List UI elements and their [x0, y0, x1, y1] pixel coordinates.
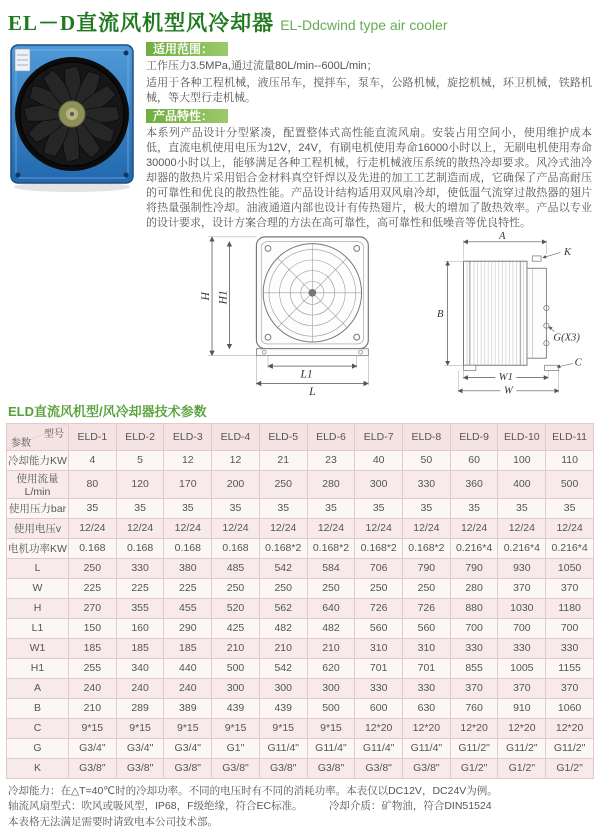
value-cell: 370 — [546, 678, 594, 698]
param-label: G — [7, 738, 69, 758]
corner-cell — [7, 423, 69, 450]
value-cell: 5 — [116, 450, 164, 470]
value-cell: G11/2" — [498, 738, 546, 758]
param-label: 冷却能力KW — [7, 450, 69, 470]
value-cell: G3/8" — [307, 758, 355, 778]
value-cell: 370 — [546, 578, 594, 598]
param-label: W1 — [7, 638, 69, 658]
value-cell: 562 — [259, 598, 307, 618]
value-cell: 0.168 — [69, 538, 117, 558]
page-header — [0, 0, 600, 37]
value-cell: 330 — [546, 638, 594, 658]
spec-table — [6, 423, 594, 779]
value-cell: G11/2" — [450, 738, 498, 758]
side-view-drawing — [426, 230, 598, 397]
value-cell: 360 — [450, 470, 498, 498]
value-cell: G3/4" — [164, 738, 212, 758]
value-cell: 35 — [450, 498, 498, 518]
dim-label-B: B — [437, 308, 444, 320]
dim-label-W: W — [504, 385, 513, 397]
value-cell: G3/4" — [69, 738, 117, 758]
value-cell: 100 — [498, 450, 546, 470]
table-row — [7, 450, 594, 470]
dim-label-K: K — [564, 246, 572, 258]
table-row — [7, 658, 594, 678]
cooler-core-icon — [464, 261, 527, 365]
table-row — [7, 698, 594, 718]
param-label: 使用电压v — [7, 518, 69, 538]
value-cell: G1/2" — [498, 758, 546, 778]
value-cell: 35 — [259, 498, 307, 518]
table-row — [7, 498, 594, 518]
value-cell: 790 — [450, 558, 498, 578]
value-cell: 1060 — [546, 698, 594, 718]
value-cell: 1030 — [498, 598, 546, 618]
table-row — [7, 598, 594, 618]
value-cell: 40 — [355, 450, 403, 470]
value-cell: 600 — [355, 698, 403, 718]
dim-label-L1: L1 — [300, 367, 313, 381]
value-cell: 300 — [259, 678, 307, 698]
column-header: ELD-5 — [259, 423, 307, 450]
value-cell: 255 — [69, 658, 117, 678]
value-cell: G11/2" — [546, 738, 594, 758]
value-cell: 1180 — [546, 598, 594, 618]
value-cell: 210 — [259, 638, 307, 658]
column-header: ELD-7 — [355, 423, 403, 450]
table-row — [7, 518, 594, 538]
value-cell: 330 — [355, 678, 403, 698]
value-cell: 12/24 — [403, 518, 451, 538]
value-cell: 23 — [307, 450, 355, 470]
table-row — [7, 538, 594, 558]
value-cell: 9*15 — [307, 718, 355, 738]
value-cell: 250 — [259, 578, 307, 598]
column-header: ELD-2 — [116, 423, 164, 450]
value-cell: 640 — [307, 598, 355, 618]
value-cell: G3/8" — [259, 758, 307, 778]
value-cell: 9*15 — [164, 718, 212, 738]
table-row — [7, 738, 594, 758]
value-cell: 880 — [450, 598, 498, 618]
value-cell: 12/24 — [69, 518, 117, 538]
intro-text-column — [146, 41, 592, 233]
drawings-section — [0, 230, 600, 399]
value-cell: 185 — [116, 638, 164, 658]
value-cell: 330 — [116, 558, 164, 578]
value-cell: 1155 — [546, 658, 594, 678]
value-cell: 60 — [450, 450, 498, 470]
note-line: 冷却能力：在△T=40℃时的冷却功率。不同的电压时有不同的消耗功率。本表仅以DC12V，DC24V为例。 — [8, 784, 498, 797]
value-cell: 110 — [546, 450, 594, 470]
page-subtitle: EL-Ddcwind type air cooler — [280, 17, 448, 33]
param-label: B — [7, 698, 69, 718]
value-cell: 620 — [307, 658, 355, 678]
value-cell: G11/4" — [307, 738, 355, 758]
value-cell: 290 — [164, 618, 212, 638]
value-cell: 0.168*2 — [403, 538, 451, 558]
value-cell: 439 — [259, 698, 307, 718]
value-cell: 280 — [307, 470, 355, 498]
value-cell: 700 — [498, 618, 546, 638]
value-cell: 455 — [164, 598, 212, 618]
param-label: L — [7, 558, 69, 578]
value-cell: 340 — [116, 658, 164, 678]
table-row — [7, 758, 594, 778]
column-header: ELD-6 — [307, 423, 355, 450]
value-cell: 726 — [403, 598, 451, 618]
front-view-drawing — [200, 233, 390, 397]
value-cell: 35 — [546, 498, 594, 518]
value-cell: 542 — [259, 558, 307, 578]
value-cell: 482 — [259, 618, 307, 638]
value-cell: 0.168 — [164, 538, 212, 558]
value-cell: 380 — [164, 558, 212, 578]
value-cell: G3/8" — [212, 758, 260, 778]
value-cell: 35 — [498, 498, 546, 518]
value-cell: 35 — [307, 498, 355, 518]
value-cell: 250 — [355, 578, 403, 598]
value-cell: 706 — [355, 558, 403, 578]
value-cell: 35 — [403, 498, 451, 518]
intro-section — [0, 37, 600, 233]
value-cell: 482 — [307, 618, 355, 638]
value-cell: 701 — [403, 658, 451, 678]
value-cell: G11/4" — [355, 738, 403, 758]
value-cell: 701 — [355, 658, 403, 678]
value-cell: 500 — [307, 698, 355, 718]
column-header: ELD-8 — [403, 423, 451, 450]
value-cell: 0.168*2 — [355, 538, 403, 558]
value-cell: 160 — [116, 618, 164, 638]
value-cell: 12/24 — [450, 518, 498, 538]
value-cell: 250 — [212, 578, 260, 598]
corner-label-model: 型号 — [44, 428, 64, 440]
column-header: ELD-9 — [450, 423, 498, 450]
value-cell: 330 — [403, 470, 451, 498]
value-cell: 485 — [212, 558, 260, 578]
value-cell: 12*20 — [546, 718, 594, 738]
value-cell: 185 — [164, 638, 212, 658]
column-header: ELD-3 — [164, 423, 212, 450]
table-title: ELD直流风机型/风冷却器技术参数 — [8, 403, 207, 419]
value-cell: 12*20 — [403, 718, 451, 738]
value-cell: 240 — [69, 678, 117, 698]
value-cell: 35 — [164, 498, 212, 518]
value-cell: 330 — [403, 678, 451, 698]
value-cell: 1005 — [498, 658, 546, 678]
value-cell: 12/24 — [307, 518, 355, 538]
value-cell: 425 — [212, 618, 260, 638]
table-row — [7, 678, 594, 698]
table-row — [7, 618, 594, 638]
spec-table-body — [7, 450, 594, 778]
value-cell: 300 — [355, 470, 403, 498]
value-cell: 440 — [164, 658, 212, 678]
value-cell: 760 — [450, 698, 498, 718]
value-cell: G3/8" — [403, 758, 451, 778]
value-cell: 120 — [116, 470, 164, 498]
value-cell: 12*20 — [450, 718, 498, 738]
features-section-label: 产品特性： — [146, 109, 228, 123]
dim-label-L: L — [309, 384, 316, 398]
value-cell: 12/24 — [212, 518, 260, 538]
value-cell: 439 — [212, 698, 260, 718]
note-line: 轴流风扇型式：吹风或吸风型，IP68，F级绝缘，符合EC标准。 冷却介质：矿物油，符合DIN51524 — [8, 800, 492, 813]
value-cell: 250 — [307, 578, 355, 598]
value-cell: 12 — [164, 450, 212, 470]
value-cell: 370 — [498, 578, 546, 598]
value-cell: 225 — [69, 578, 117, 598]
table-row — [7, 578, 594, 598]
value-cell: 210 — [69, 698, 117, 718]
page-title: EL－D直流风机型风冷却器 — [8, 11, 275, 35]
features-text: 本系列产品设计分型紧凑，配置整体式高性能直流风扇。安装占用空间小，使用维护成本低，直流电机使用电压为12V，24V，有刷电机使用寿命16000小时以上，无刷电机使用寿命30000小时以上，能够满足各种工程机械，行走机械液压系统的散热冷却要求。风冷式油冷却器的散热片采用铝合金材料真空钎焊以及先进的加工工艺制造而成，它确保了产品高耐压的可靠性和优良的散热性能。产品设计结构适用双风扇冷却，使低温气流穿过散热器的翅片将热量强制性冷却。油液通道内部也设计有传热翅片，极大的增加了散热效率。产品以专业的设计要求，设计方案合理的方法在高可靠性，高可靠性和低噪音等优良特性。 — [146, 126, 592, 229]
value-cell: 9*15 — [259, 718, 307, 738]
param-label: 使用流量L/min — [7, 470, 69, 498]
value-cell: 726 — [355, 598, 403, 618]
value-cell: 4 — [69, 450, 117, 470]
corner-label-param: 参数 — [11, 437, 31, 449]
value-cell: 225 — [164, 578, 212, 598]
param-label: L1 — [7, 618, 69, 638]
value-cell: 400 — [498, 470, 546, 498]
value-cell: 185 — [69, 638, 117, 658]
value-cell: 300 — [212, 678, 260, 698]
value-cell: 560 — [355, 618, 403, 638]
dim-label-W1: W1 — [498, 371, 513, 383]
param-label: 使用压力bar — [7, 498, 69, 518]
param-label: H — [7, 598, 69, 618]
column-header: ELD-1 — [69, 423, 117, 450]
param-label: A — [7, 678, 69, 698]
value-cell: G1" — [212, 738, 260, 758]
value-cell: 12/24 — [546, 518, 594, 538]
value-cell: 35 — [212, 498, 260, 518]
value-cell: 910 — [498, 698, 546, 718]
value-cell: 700 — [546, 618, 594, 638]
value-cell: 280 — [450, 578, 498, 598]
value-cell: 0.216*4 — [498, 538, 546, 558]
value-cell: G1/2" — [450, 758, 498, 778]
value-cell: 0.168*2 — [307, 538, 355, 558]
value-cell: 0.168 — [116, 538, 164, 558]
value-cell: 250 — [403, 578, 451, 598]
scope-line-1: 工作压力3.5MPa,通过流量80L/min--600L/min； — [146, 60, 378, 72]
value-cell: 310 — [355, 638, 403, 658]
value-cell: G3/4" — [116, 738, 164, 758]
value-cell: 9*15 — [116, 718, 164, 738]
value-cell: 1050 — [546, 558, 594, 578]
scope-section-label: 适用范围： — [146, 42, 228, 56]
value-cell: 930 — [498, 558, 546, 578]
value-cell: 584 — [307, 558, 355, 578]
note-line: 本表格无法满足需要时请致电本公司技术部。 — [8, 815, 218, 828]
fan-shroud-icon — [527, 268, 546, 358]
value-cell: 520 — [212, 598, 260, 618]
value-cell: 0.216*4 — [450, 538, 498, 558]
value-cell: G3/8" — [116, 758, 164, 778]
value-cell: 370 — [498, 678, 546, 698]
table-row — [7, 718, 594, 738]
value-cell: 250 — [259, 470, 307, 498]
param-label: W — [7, 578, 69, 598]
value-cell: 21 — [259, 450, 307, 470]
value-cell: G3/8" — [355, 758, 403, 778]
fan-icon — [15, 57, 129, 171]
value-cell: 12*20 — [498, 718, 546, 738]
value-cell: 35 — [116, 498, 164, 518]
value-cell: 200 — [212, 470, 260, 498]
value-cell: 355 — [116, 598, 164, 618]
value-cell: 700 — [450, 618, 498, 638]
value-cell: 0.168*2 — [259, 538, 307, 558]
value-cell: 0.168 — [212, 538, 260, 558]
value-cell: 500 — [212, 658, 260, 678]
value-cell: G3/8" — [69, 758, 117, 778]
column-header: ELD-4 — [212, 423, 260, 450]
dim-label-H1: H1 — [216, 289, 230, 304]
table-row — [7, 558, 594, 578]
value-cell: 35 — [355, 498, 403, 518]
footnotes — [0, 779, 600, 830]
column-header: ELD-10 — [498, 423, 546, 450]
value-cell: G11/4" — [259, 738, 307, 758]
value-cell: 300 — [307, 678, 355, 698]
value-cell: 270 — [69, 598, 117, 618]
value-cell: 12/24 — [498, 518, 546, 538]
param-label: H1 — [7, 658, 69, 678]
value-cell: G11/4" — [403, 738, 451, 758]
value-cell: 240 — [116, 678, 164, 698]
param-label: K — [7, 758, 69, 778]
value-cell: 9*15 — [69, 718, 117, 738]
value-cell: 225 — [116, 578, 164, 598]
value-cell: 500 — [546, 470, 594, 498]
value-cell: 210 — [212, 638, 260, 658]
value-cell: 0.216*4 — [546, 538, 594, 558]
dim-label-G: G(X3) — [553, 332, 580, 344]
param-label: C — [7, 718, 69, 738]
value-cell: 330 — [450, 638, 498, 658]
table-header-row — [7, 423, 594, 450]
value-cell: 150 — [69, 618, 117, 638]
air-cooler-photo — [8, 41, 136, 193]
value-cell: 630 — [403, 698, 451, 718]
value-cell: 250 — [69, 558, 117, 578]
table-row — [7, 638, 594, 658]
value-cell: 289 — [116, 698, 164, 718]
value-cell: G3/8" — [164, 758, 212, 778]
value-cell: 790 — [403, 558, 451, 578]
value-cell: 210 — [307, 638, 355, 658]
param-label: 电机功率KW — [7, 538, 69, 558]
value-cell: 170 — [164, 470, 212, 498]
column-header: ELD-11 — [546, 423, 594, 450]
value-cell: 310 — [403, 638, 451, 658]
scope-line-2: 适用于各种工程机械，液压吊车，搅拌车，泵车，公路机械，旋挖机械，环卫机械，铁路机械，等大型行走机械。 — [146, 76, 592, 104]
value-cell: 370 — [450, 678, 498, 698]
value-cell: 12 — [212, 450, 260, 470]
value-cell: 35 — [69, 498, 117, 518]
dim-label-C: C — [574, 356, 582, 368]
value-cell: 240 — [164, 678, 212, 698]
value-cell: 560 — [403, 618, 451, 638]
value-cell: 12/24 — [116, 518, 164, 538]
value-cell: 9*15 — [212, 718, 260, 738]
value-cell: 389 — [164, 698, 212, 718]
value-cell: G1/2" — [546, 758, 594, 778]
value-cell: 12/24 — [259, 518, 307, 538]
value-cell: 12*20 — [355, 718, 403, 738]
table-row — [7, 470, 594, 498]
value-cell: 330 — [498, 638, 546, 658]
product-photo — [8, 41, 136, 233]
value-cell: 12/24 — [355, 518, 403, 538]
value-cell: 855 — [450, 658, 498, 678]
value-cell: 50 — [403, 450, 451, 470]
value-cell: 80 — [69, 470, 117, 498]
value-cell: 12/24 — [164, 518, 212, 538]
dim-label-H: H — [199, 291, 213, 301]
dim-label-A: A — [499, 230, 506, 242]
value-cell: 542 — [259, 658, 307, 678]
